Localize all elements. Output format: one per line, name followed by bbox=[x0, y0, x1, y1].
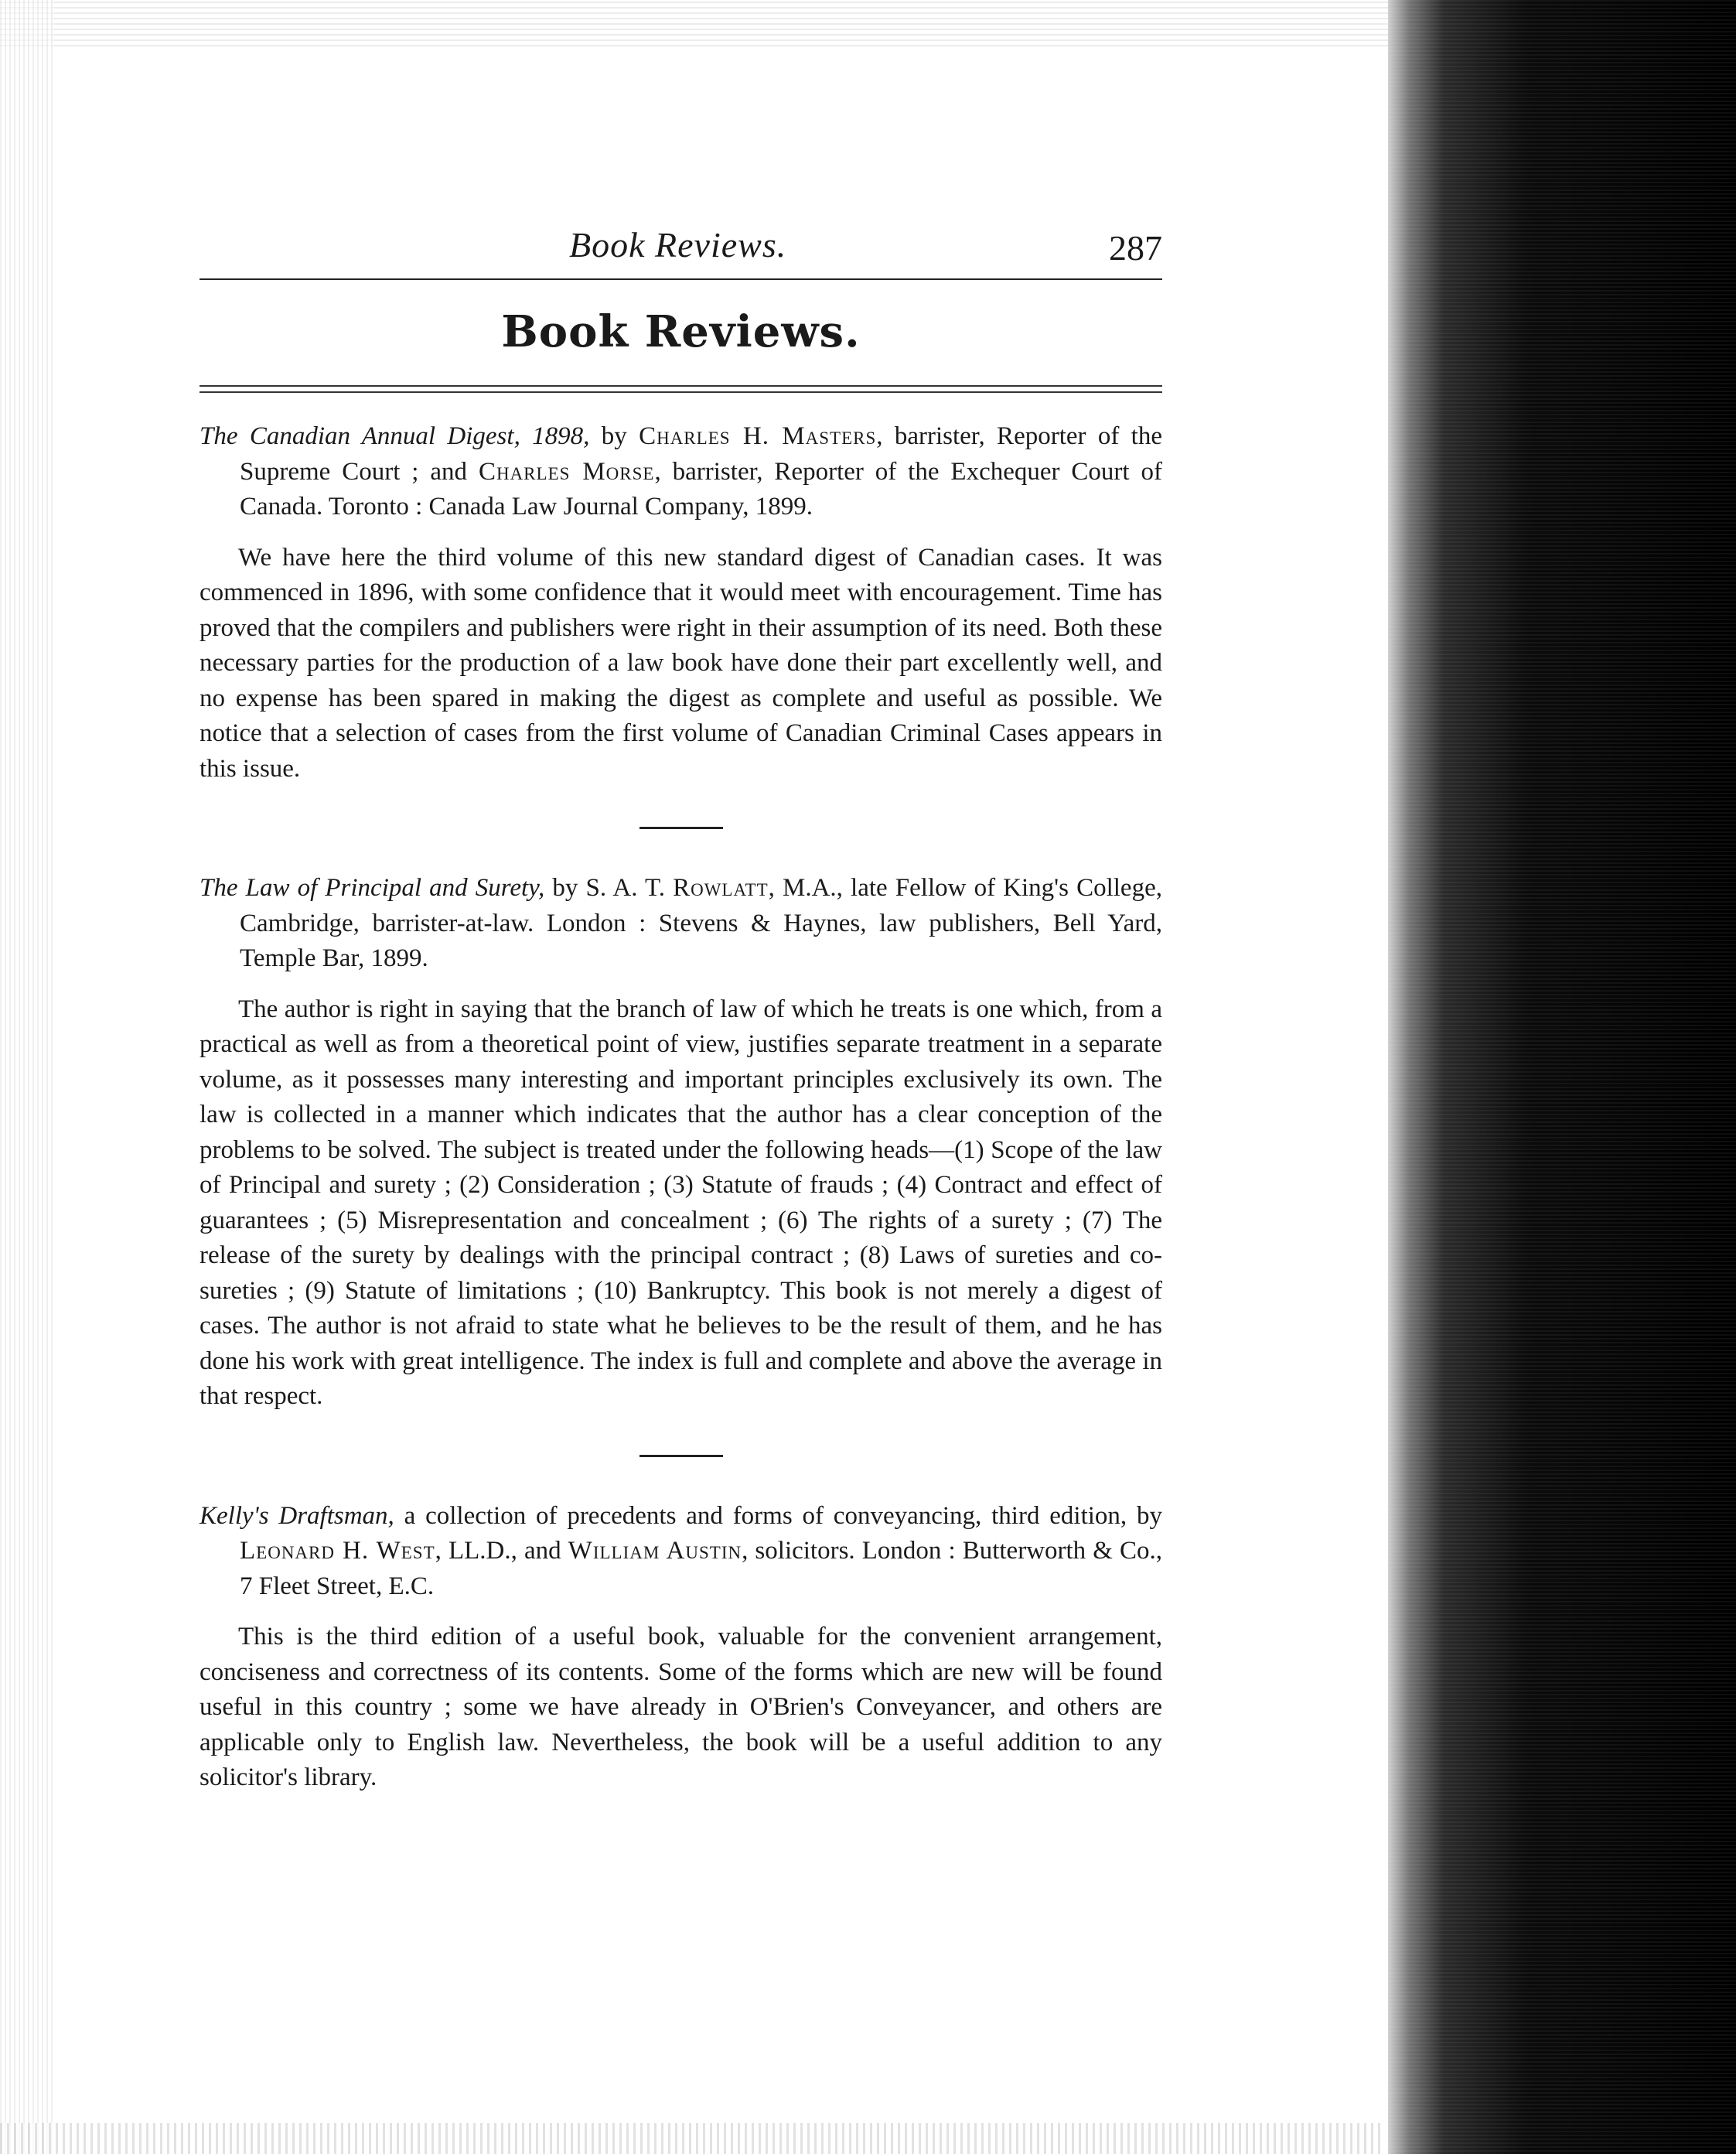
page bbox=[200, 209, 1162, 1796]
review-separator bbox=[639, 1455, 723, 1457]
review-citation bbox=[200, 419, 1162, 525]
review-citation bbox=[200, 871, 1162, 977]
citation-by: a collection of precedents and forms of conveyancing, third edition, by bbox=[394, 1501, 1162, 1530]
header-rule bbox=[200, 278, 1162, 280]
scan-artifact-left bbox=[0, 0, 54, 2154]
author-role: , LL.D., and bbox=[435, 1537, 568, 1565]
running-head bbox=[200, 209, 1162, 278]
title-double-rule bbox=[200, 385, 1162, 393]
publication-details: , barrister, Reporter of the Exchequer Court of Canada. Toronto : Canada Law Journal Company, 1899. bbox=[240, 457, 1162, 521]
citation-by: by S. A. T. bbox=[544, 874, 674, 902]
book-title: Kelly's Draftsman, bbox=[200, 1501, 394, 1530]
page-number: 287 bbox=[1109, 228, 1162, 268]
running-title: Book Reviews. bbox=[569, 225, 787, 265]
section-title: Book Reviews. bbox=[501, 306, 861, 357]
review-body: This is the third edition of a useful book, valuable for the convenient arrangement, conciseness and correctness of its contents. Some of the forms which are new will be found useful in this country ; some we have already in O'Brien's Conveyancer, and others are applicable only to English law. Nevertheless, the book will be a useful addition to any solicitor's library. bbox=[200, 1623, 1162, 1791]
author-name: Charles Morse bbox=[478, 457, 655, 486]
publication-details: , M.A., late Fellow of King's College, Cambridge, barrister-at-law. London : Stevens & Haynes, law publishers, Bell Yard, Temple Bar, 1899. bbox=[240, 874, 1162, 972]
author-role: , barrister, Reporter of the Supreme Court ; and bbox=[240, 422, 1162, 486]
book-gutter-shadow bbox=[1388, 0, 1736, 2154]
scan-artifact-top bbox=[0, 0, 1392, 46]
author-name: Leonard H. West bbox=[240, 1537, 435, 1565]
review-body: The author is right in saying that the branch of law of which he treats is one which, from a practical as well as from a theoretical point of view, justifies separate treatment in a separate volume, as it possesses many interesting and important principles exclusively its own. The law is collected in a manner which indicates that the author has a clear conception of the problems to be solved. The subject is treated under the following heads—(1) Scope of the law of Principal and surety ; (2) Consideration ; (3) Statute of frauds ; (4) Contract and effect of guarantees ; (5) Misrepresentation and concealment ; (6) The rights of a surety ; (7) The release of the surety by dealings with the principal contract ; (8) Laws of sureties and co-sureties ; (9) Statute of limitations ; (10) Bankruptcy. This book is not merely a digest of cases. The author is not afraid to state what he believes to be the result of them, and he has done his work with great intelligence. The index is full and complete and above the average in that respect. bbox=[200, 995, 1162, 1410]
review-kellys-draftsman bbox=[200, 1499, 1162, 1796]
review-citation bbox=[200, 1499, 1162, 1605]
review-body: We have here the third volume of this new standard digest of Canadian cases. It was commenced in 1896, with some confidence that it would meet with encouragement. Time has proved that the compilers and publishers were right in their assumption of its need. Both these necessary parties for the production of a law book have done their part excellently well, and no expense has been spared in making the digest as complete and useful as possible. We notice that a selection of cases from the first volume of Canadian Criminal Cases appears in this issue. bbox=[200, 543, 1162, 783]
review-separator bbox=[639, 827, 723, 829]
citation-by: by bbox=[589, 422, 639, 450]
scan-artifact-bottom bbox=[0, 2123, 1384, 2154]
author-name: William Austin bbox=[568, 1537, 742, 1565]
author-name: Rowlatt bbox=[673, 874, 769, 902]
review-principal-and-surety bbox=[200, 871, 1162, 1415]
publication-details: , solicitors. London : Butterworth & Co., 7 Fleet Street, E.C. bbox=[240, 1537, 1163, 1600]
review-canadian-annual-digest bbox=[200, 419, 1162, 787]
book-title: The Canadian Annual Digest, 1898, bbox=[200, 422, 590, 450]
book-title: The Law of Principal and Surety, bbox=[200, 874, 545, 902]
author-name: Charles H. Masters bbox=[639, 422, 877, 450]
